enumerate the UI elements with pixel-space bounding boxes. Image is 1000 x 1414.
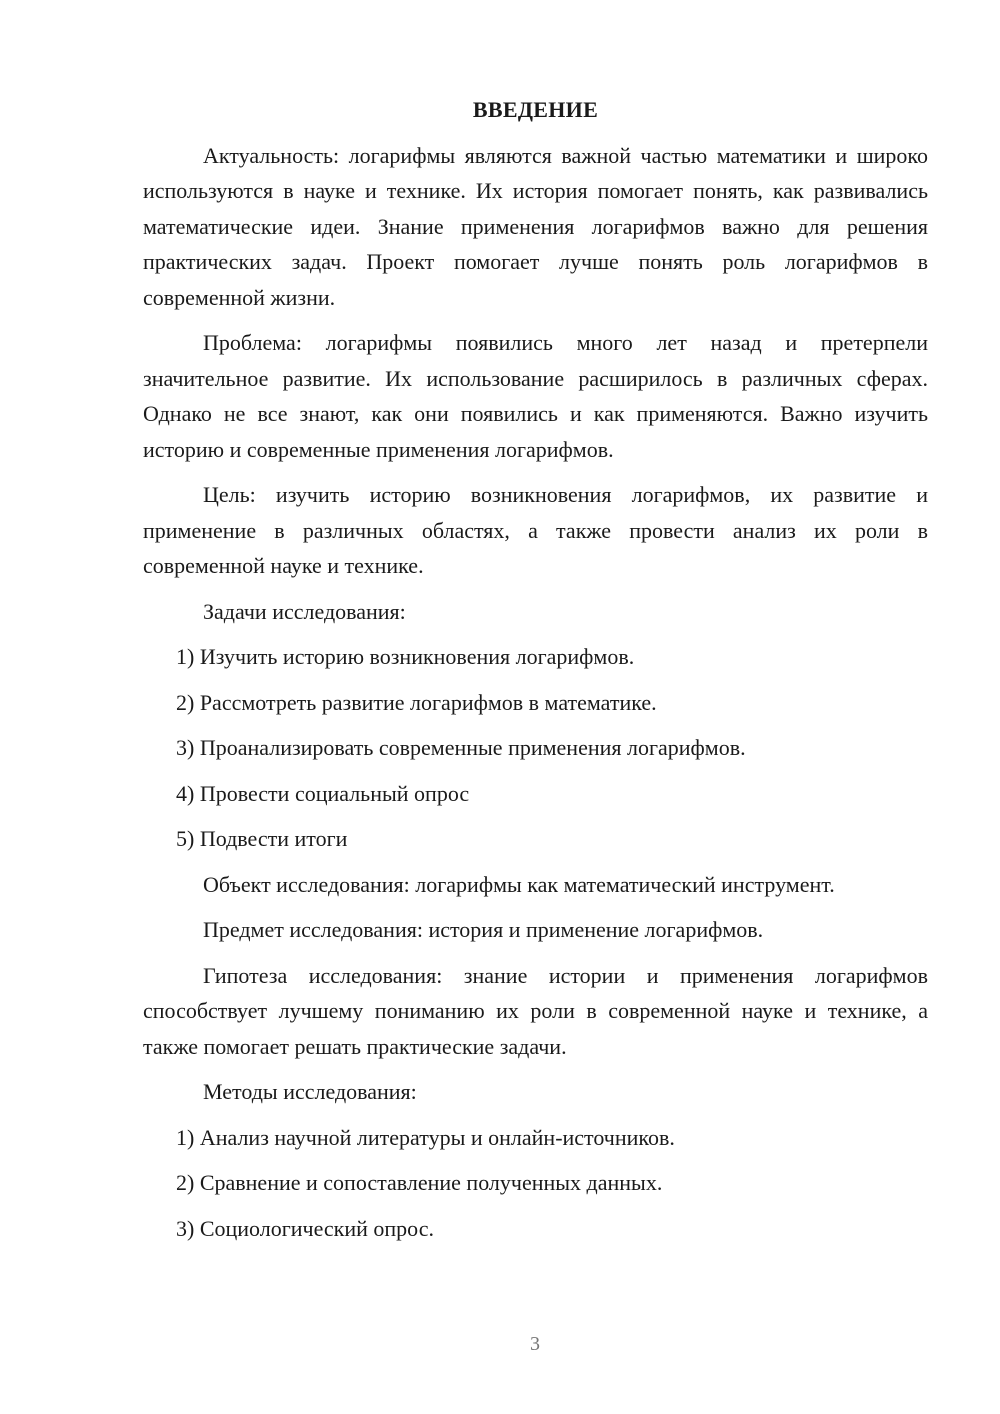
hypothesis-paragraph: Гипотеза исследования: знание истории и применения логарифмов способствует лучшему пониманию их роли в современной науке и технике, а также помогает решать практические задачи. (143, 962, 928, 1059)
object-paragraph: Объект исследования: логарифмы как математический инструмент. (203, 871, 835, 897)
methods-label: Методы исследования: (203, 1079, 417, 1104)
list-item: 1) Анализ научной литературы и онлайн-источников. (176, 1124, 675, 1150)
list-item: 1) Изучить историю возникновения логарифмов. (176, 644, 635, 669)
goal-paragraph: Цель: изучить историю возникновения логарифмов, их развитие и применение в различных областях, а также провести анализ их роли в современной науке и технике. (143, 482, 928, 578)
methods-list (143, 1120, 928, 1247)
list-item: 5) Подвести итоги (176, 826, 348, 851)
tasks-list (143, 639, 928, 857)
page-content (143, 92, 928, 1256)
subject-paragraph: Предмет исследования: история и применение логарифмов. (203, 917, 764, 942)
list-item: 2) Сравнение и сопоставление полученных данных. (176, 1170, 663, 1195)
list-item: 3) Проанализировать современные применения логарифмов. (176, 735, 746, 760)
page-number: 3 (530, 1333, 540, 1355)
problem-paragraph: Проблема: логарифмы появились много лет назад и претерпели значительное развитие. Их использование расширилось в различных сферах. Однако не все знают, как они появились и как применяются. Важно изучить историю и современные применения логарифмов. (143, 330, 928, 462)
list-item: 3) Социологический опрос. (176, 1215, 434, 1241)
section-heading: ВВЕДЕНИЕ (472, 97, 599, 122)
relevance-paragraph: Актуальность: логарифмы являются важной частью математики и широко используются в науке и технике. Их история помогает понять, как развивались математические идеи. Знание применения логарифмов важно для решения практических задач. Проект помогает лучше понять роль логарифмов в современной жизни. (143, 142, 928, 310)
list-item: 4) Провести социальный опрос (176, 780, 470, 806)
tasks-label: Задачи исследования: (203, 598, 406, 624)
list-item: 2) Рассмотреть развитие логарифмов в математике. (176, 689, 657, 715)
